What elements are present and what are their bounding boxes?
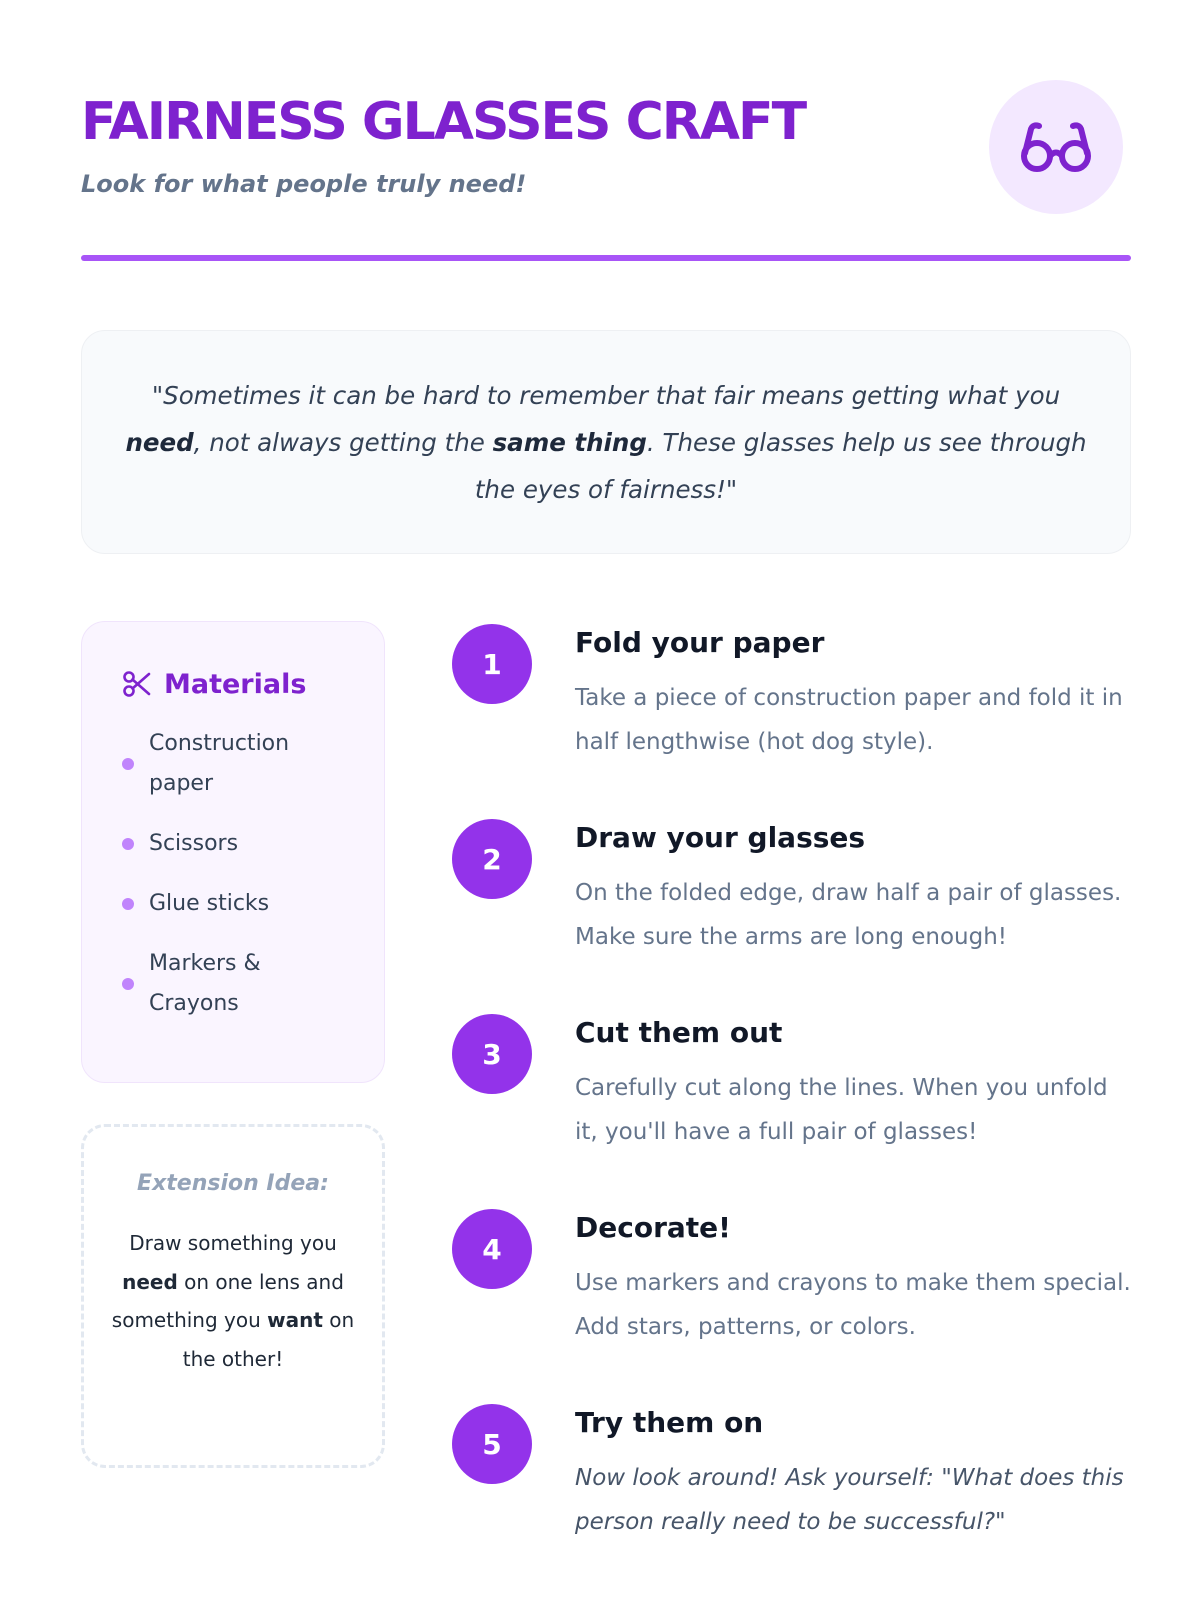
quote-part: , not always getting the	[193, 427, 493, 457]
step-title: Decorate!	[575, 1211, 731, 1244]
glasses-badge	[989, 80, 1123, 214]
step-title: Cut them out	[575, 1016, 783, 1049]
step-description: Carefully cut along the lines. When you unfold it, you'll have a full pair of glasses!	[575, 1075, 1108, 1145]
page-subtitle: Look for what people truly need!	[81, 170, 527, 198]
quote-part: . These glasses help us see through the eyes of fairness!"	[474, 427, 1087, 504]
quote-emphasis-need: need	[125, 427, 194, 457]
step-description: Use markers and crayons to make them special. Add stars, patterns, or colors.	[575, 1270, 1131, 1340]
bullet-dot	[122, 838, 134, 850]
bullet-dot	[122, 898, 134, 910]
step-description: On the folded edge, draw half a pair of glasses. Make sure the arms are long enough!	[575, 880, 1122, 950]
step-number-badge: 2	[452, 819, 532, 899]
scissors-icon	[122, 669, 152, 699]
extension-emphasis-want: want	[267, 1308, 323, 1332]
step-number-badge: 1	[452, 624, 532, 704]
extension-text	[110, 1224, 356, 1378]
material-label: Construction paper	[149, 731, 290, 796]
quote-text	[122, 372, 1090, 513]
material-label: Scissors	[149, 831, 239, 856]
extension-part: on one lens and something you	[111, 1269, 344, 1332]
step-title: Fold your paper	[575, 626, 825, 659]
extension-emphasis-need: need	[122, 1269, 178, 1294]
step-title: Try them on	[575, 1406, 764, 1439]
material-label: Markers & Crayons	[149, 951, 261, 1016]
materials-card	[81, 621, 385, 1083]
list-item	[122, 884, 354, 924]
step-description: Take a piece of construction paper and fold it in half lengthwise (hot dog style).	[575, 685, 1123, 755]
materials-list	[122, 724, 354, 1024]
list-item	[122, 824, 354, 864]
material-label: Glue sticks	[149, 891, 270, 916]
materials-header	[122, 666, 354, 702]
step-title: Draw your glasses	[575, 821, 866, 854]
step-number-badge: 5	[452, 1404, 532, 1484]
quote-emphasis-same-thing: same thing	[492, 427, 647, 457]
bullet-dot	[122, 978, 134, 990]
step-description: Now look around! Ask yourself: "What does this person really need to be successful?"	[575, 1465, 1124, 1535]
glasses-icon	[1018, 117, 1094, 177]
header-divider	[81, 255, 1131, 261]
extension-title: Extension Idea:	[137, 1171, 329, 1196]
materials-title: Materials	[164, 668, 307, 700]
quote-box	[81, 330, 1131, 554]
quote-part: "Sometimes it can be hard to remember that fair means getting what you	[151, 380, 1061, 410]
extension-part: on the other!	[182, 1308, 355, 1371]
list-item	[122, 944, 354, 1024]
bullet-dot	[122, 758, 134, 770]
list-item	[122, 724, 354, 804]
page-title: FAIRNESS GLASSES CRAFT	[81, 92, 806, 152]
extension-part: Draw something you	[129, 1231, 337, 1255]
step-number-badge: 4	[452, 1209, 532, 1289]
step-number-badge: 3	[452, 1014, 532, 1094]
header	[81, 80, 1131, 265]
extension-card	[81, 1124, 385, 1468]
